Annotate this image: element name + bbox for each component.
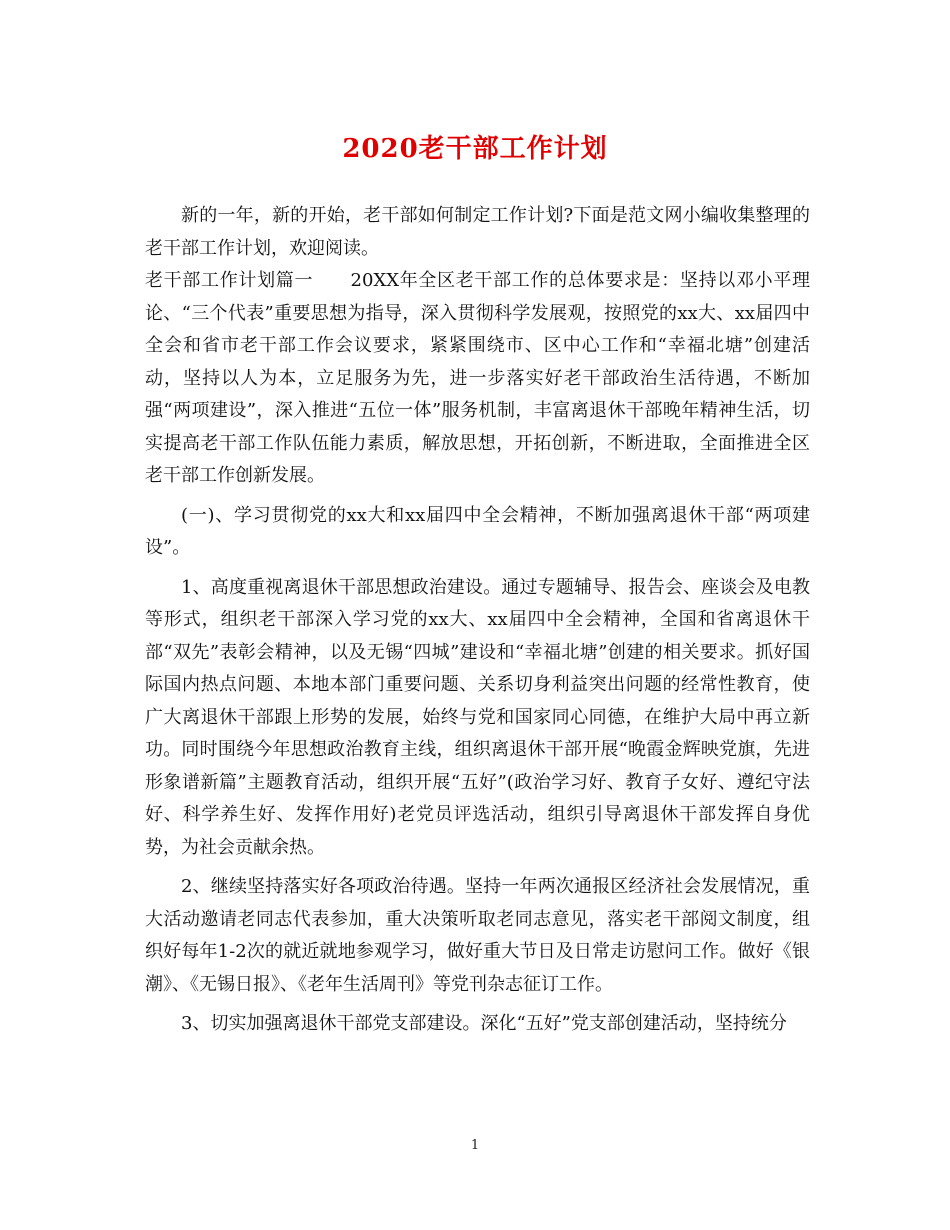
- paragraph-section-one: (一)、学习贯彻党的xx大和xx届四中全会精神，不断加强离退休干部“两项建设”。: [145, 504, 810, 558]
- page-number: 1: [470, 1138, 480, 1153]
- document-title: 2020老干部工作计划: [342, 134, 608, 164]
- paragraph-item-two: 2、继续坚持落实好各项政治待遇。坚持一年两次通报区经济社会发展情况，重大活动邀请老同志代表参加，重大决策听取老同志意见，落实老干部阅文制度，组织好每年1-2次的就近就地参观学习，做好重大节日及日常走访慰问工作。做好《银潮》、《无锡日报》、《老年生活周刊》等党刊杂志征订工作。: [145, 876, 810, 995]
- paragraph-item-one: 1、高度重视离退休干部思想政治建设。通过专题辅导、报告会、座谈会及电教等形式，组织老干部深入学习党的xx大、xx届四中全会精神，全国和省离退休干部“双先”表彰会精神，以及无锡“四城”建设和“幸福北塘”创建的相关要求。抓好国际国内热点问题、本地本部门重要问题、关系切身利益突出问题的经常性教育，使广大离退休干部跟上形势的发展，始终与党和国家同心同德，在维护大局中再立新功。同时围绕今年思想政治教育主线，组织离退休干部开展“晚霞金辉映党旗，先进形象谱新篇”主题教育活动，组织开展“五好”(政治学习好、教育子女好、遵纪守法好、科学养生好、发挥作用好)老党员评选活动，组织引导离退休干部发挥自身优势，为社会贡献余热。: [145, 576, 810, 858]
- document-body: [145, 200, 810, 1041]
- paragraph-item-three: 3、切实加强离退休干部党支部建设。深化“五好”党支部创建活动，坚持统分: [181, 1013, 787, 1034]
- paragraph-intro: 新的一年，新的开始，老干部如何制定工作计划?下面是范文网小编收集整理的老干部工作计划，欢迎阅读。: [145, 205, 810, 259]
- paragraph-plan-one: 老干部工作计划篇一 20XX年全区老干部工作的总体要求是：坚持以邓小平理论、“三个代表”重要思想为指导，深入贯彻科学发展观，按照党的xx大、xx届四中全会和省市老干部工作会议要求，紧紧围绕市、区中心工作和“幸福北塘”创建活动，坚持以人为本，立足服务为先，进一步落实好老干部政治生活待遇，不断加强“两项建设”，深入推进“五位一体”服务机制，丰富离退休干部晚年精神生活，切实提高老干部工作队伍能力素质，解放思想，开拓创新，不断进取，全面推进全区老干部工作创新发展。: [145, 270, 810, 486]
